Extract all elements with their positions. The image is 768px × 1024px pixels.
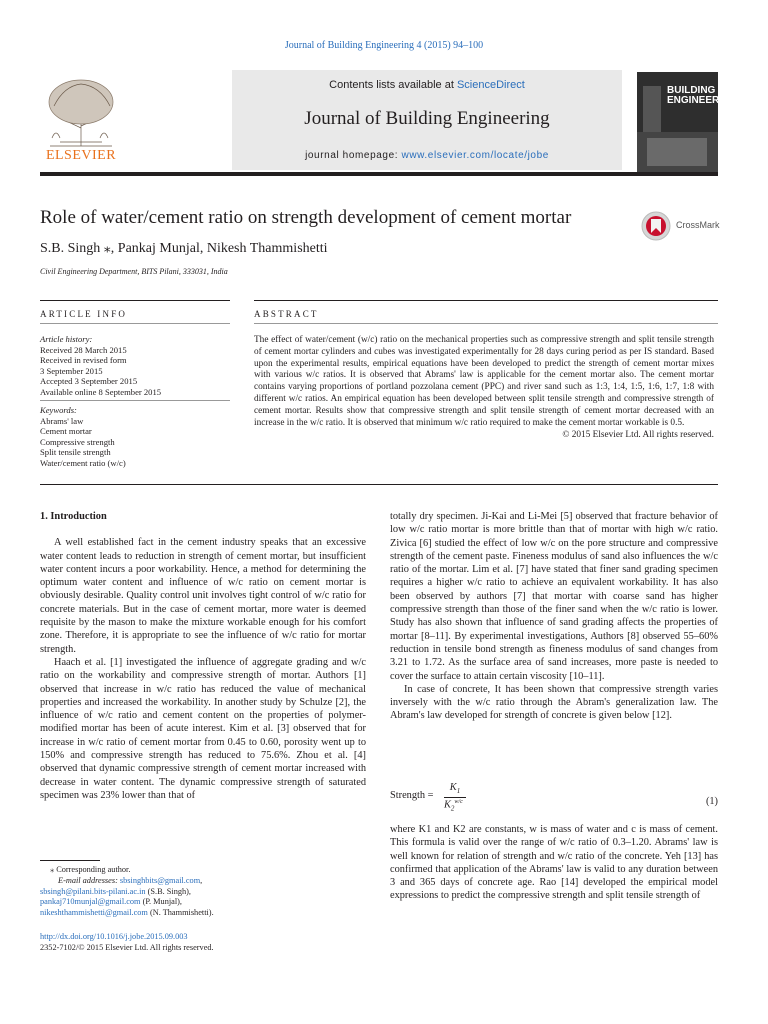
- journal-title: Journal of Building Engineering: [304, 108, 550, 129]
- keywords-list: [40, 405, 230, 469]
- email-owner: ,: [200, 875, 203, 885]
- keyword-item: Compressive strength: [40, 436, 115, 447]
- header-rule: [40, 172, 718, 176]
- history-item: Accepted 3 September 2015: [40, 376, 138, 387]
- keywords-rule: [40, 400, 230, 401]
- email-line: [40, 876, 340, 887]
- section-heading-introduction: 1. Introduction: [40, 511, 107, 522]
- cover-title-line2: ENGINEERING: [667, 95, 738, 106]
- abstract-copyright: © 2015 Elsevier Ltd. All rights reserved.: [562, 430, 714, 441]
- homepage-link[interactable]: www.elsevier.com/locate/jobe: [401, 150, 549, 161]
- equation-denominator-subscript: 2: [450, 804, 455, 813]
- crossmark-icon: [640, 210, 672, 242]
- journal-homepage: [232, 150, 622, 161]
- keyword-item: Split tensile strength: [40, 447, 111, 458]
- corresponding-author-note: ⁎ Corresponding author.: [50, 865, 131, 874]
- journal-reference[interactable]: Journal of Building Engineering 4 (2015) 94–100: [284, 40, 484, 51]
- history-item: 3 September 2015: [40, 365, 103, 376]
- contents-line: [232, 79, 622, 91]
- email-line: [40, 908, 340, 919]
- issn-copyright: 2352-7102/© 2015 Elsevier Ltd. All rights reserved.: [40, 942, 214, 952]
- doi-link[interactable]: http://dx.doi.org/10.1016/j.jobe.2015.09.003: [40, 932, 188, 941]
- abstract-body: [254, 335, 714, 442]
- body-left-column: [40, 510, 366, 802]
- body-right-column-continued: [390, 823, 718, 903]
- equation-abrams-law: [390, 780, 718, 818]
- equation-numerator-symbol: K: [449, 782, 457, 793]
- abstract-rule-mid: [254, 323, 718, 324]
- crossmark-badge[interactable]: [640, 210, 720, 242]
- equation-numerator-subscript: 1: [456, 787, 461, 796]
- crossmark-label: CrossMark: [676, 220, 720, 230]
- equation-number: (1): [705, 796, 718, 807]
- equation-denominator: [444, 799, 468, 813]
- article-info-rule-mid: [40, 323, 230, 324]
- journal-cover-image: [637, 72, 738, 172]
- keyword-item: Cement mortar: [40, 426, 92, 437]
- article-authors: S.B. Singh ⁎, Pankaj Munjal, Nikesh Thammishetti: [40, 241, 328, 256]
- equation-fraction-bar: [444, 797, 466, 798]
- homepage-label: journal homepage:: [305, 150, 402, 161]
- body-paragraph: where K1 and K2 are constants, w is mass of water and c is mass of cement. This formula is valid over the range of w/c ratio of 0.3–1.20. Abrams' law is well known for relation of strength and w/c ratio of the concrete. Yeh [13] has confirmed that application of the Abrams' law is valid to any duration between 3 and 365 days of concrete age. Rao [14] developed the empirical model expressions to predict the compressive strength and split tensile strength of: [390, 824, 718, 902]
- keyword-item: Water/cement ratio (w/c): [40, 457, 126, 468]
- body-paragraph: A well established fact in the cement industry speaks that an excessive water content leads to reduction in strength of cement mortar, but insufficient water content incurs a poor workability. Hence, a method for determining the optimum water content and influence of w/c ratio on cement mortar is obviously desirable. Quality control unit involves tight control of w/c ratio for concrete materials. But in the case of cement mortar, more water is deemed requisite by the mason to make the mixture workable enough for his comfort zone. Therefore, it is appropriate to see the influence of w/c ratio for mortar strength.: [40, 537, 366, 655]
- history-label: Article history:: [40, 334, 93, 344]
- article-history: [40, 334, 230, 398]
- front-matter-rule: [40, 484, 718, 485]
- abstract-text: The effect of water/cement (w/c) ratio on the mechanical properties such as compressive strength and split tensile strength of cement mortar cylinders and cubes was investigated experimentally for 28 days curing period as per IS standard. Based upon the experimental results, empirical equations have been developed to predict the strength of cement mortar mixes with various w/c ratios. It is observed that Abrams' law is applicable for the cement mortar also. The cement mortar contains varying proportions of portland pozzolana cement (PPC) and river sand such as 1:3, 1:4, 1:5, 1:6, 1:7, 1:8 with different w/c ratios. An empirical equation has been developed between split tensile strength and compressive strength of cement mortar. Results show that compressive strength and split tensile strength of cement mortar decreased with an increase in the w/c ratio. It is observed that minimum w/c ratio required to make the cement mortar workable is 0.5.: [254, 335, 714, 428]
- elsevier-logo: [40, 76, 122, 166]
- article-info-rule-top: [40, 300, 230, 301]
- history-item: Received in revised form: [40, 355, 127, 366]
- footnotes: [40, 865, 340, 919]
- email-line: [40, 887, 340, 898]
- email-label: E-mail addresses:: [58, 875, 120, 885]
- body-paragraph: totally dry specimen. Ji-Kai and Li-Mei [5] observed that fracture behavior of low w/c ratio mortar is more brittle than that of mortar with high w/c ratio. Zivica [6] studied the effect of low w/c on the pore structure and compressive strength of the cement paste. Fineness modulus of sand also influences the w/c ratio of the mortar. Lim et al. [7] have stated that finer sand grading specimen requires a higher w/c ratio to achieve an equivalent workability. It has also been observed by authors [7] that mortar with coarse sand has higher compressive strength than those of the finer sand when the w/c ratio is lower. Study has also shown that influence of sand grading affects the properties of mortar [8–11]. By experimental investigations, Authors [8] observed 55–60% reduction in tensile bond strength as fineness modulus of sand changes from 3.21 to 1.72. As the surface area of sand increases, more paste is needed to cover the surface to attain certain viscosity [10–11].: [390, 511, 718, 682]
- footnote-rule: [40, 860, 100, 861]
- abstract-rule-top: [254, 300, 718, 301]
- abstract-heading: ABSTRACT: [254, 309, 319, 319]
- body-right-column: [390, 510, 718, 723]
- body-paragraph: In case of concrete, It has been shown that compressive strength varies inversely with the w/c ratio through the Abram's generalization law. The Abram's law developed for strength of concrete is given below [12].: [390, 683, 718, 722]
- keyword-item: Abrams' law: [40, 415, 84, 426]
- cover-title-line1: BUILDING: [667, 85, 716, 96]
- equation-lhs: Strength =: [390, 790, 434, 801]
- email-owner: (N. Thammishetti).: [147, 908, 214, 918]
- email-line: [40, 897, 340, 908]
- equation-denominator-symbol: K: [444, 799, 451, 811]
- sciencedirect-link[interactable]: ScienceDirect: [456, 79, 525, 91]
- email-link[interactable]: sbsingh@pilani.bits-pilani.ac.in: [40, 886, 146, 896]
- email-link[interactable]: nikeshthammishetti@gmail.com: [40, 908, 148, 918]
- article-info-heading: ARTICLE INFO: [40, 309, 128, 319]
- equation-denominator-exponent: w/c: [454, 799, 463, 805]
- email-owner: (P. Munjal),: [140, 897, 182, 907]
- email-link[interactable]: sbsinghbits@gmail.com: [119, 875, 201, 885]
- cover-title: [667, 86, 737, 106]
- article-affiliation: Civil Engineering Department, BITS Pilani, 333031, India: [40, 267, 228, 276]
- email-owner: (S.B. Singh),: [145, 886, 192, 896]
- doi-block: [40, 932, 214, 954]
- equation-numerator: [444, 782, 466, 795]
- contents-prefix: Contents lists available at: [329, 79, 457, 91]
- body-paragraph: Haach et al. [1] investigated the influence of aggregate grading and w/c ratio on the workability and compressive strength of mortar. Authors [1] observed that increase in w/c ratio has reduced the value of mechanical properties and increased the workability. In another study by Schulze [2], the influence of w/c ratio and cement content on the properties of polymer-modified mortar has been of acute interest. Kim et al. [3] observed that for increase in w/c ratio of cement mortar from 0.45 to 0.60, porosity went up to 150% and compressive strength has reduced to 75.6%. Zhou et al. [4] observed that dynamic compressive strength of cement mortar increased with decrease in water content. The dynamic compressive strength of saturated specimen was 23% lower than that of: [40, 656, 366, 801]
- article-title: Role of water/cement ratio on strength development of cement mortar: [40, 207, 572, 228]
- history-item: Received 28 March 2015: [40, 344, 127, 355]
- keywords-label: Keywords:: [40, 405, 77, 415]
- history-item: Available online 8 September 2015: [40, 386, 162, 397]
- email-link[interactable]: pankaj710munjal@gmail.com: [40, 897, 141, 907]
- publisher-wordmark: ELSEVIER: [45, 148, 117, 163]
